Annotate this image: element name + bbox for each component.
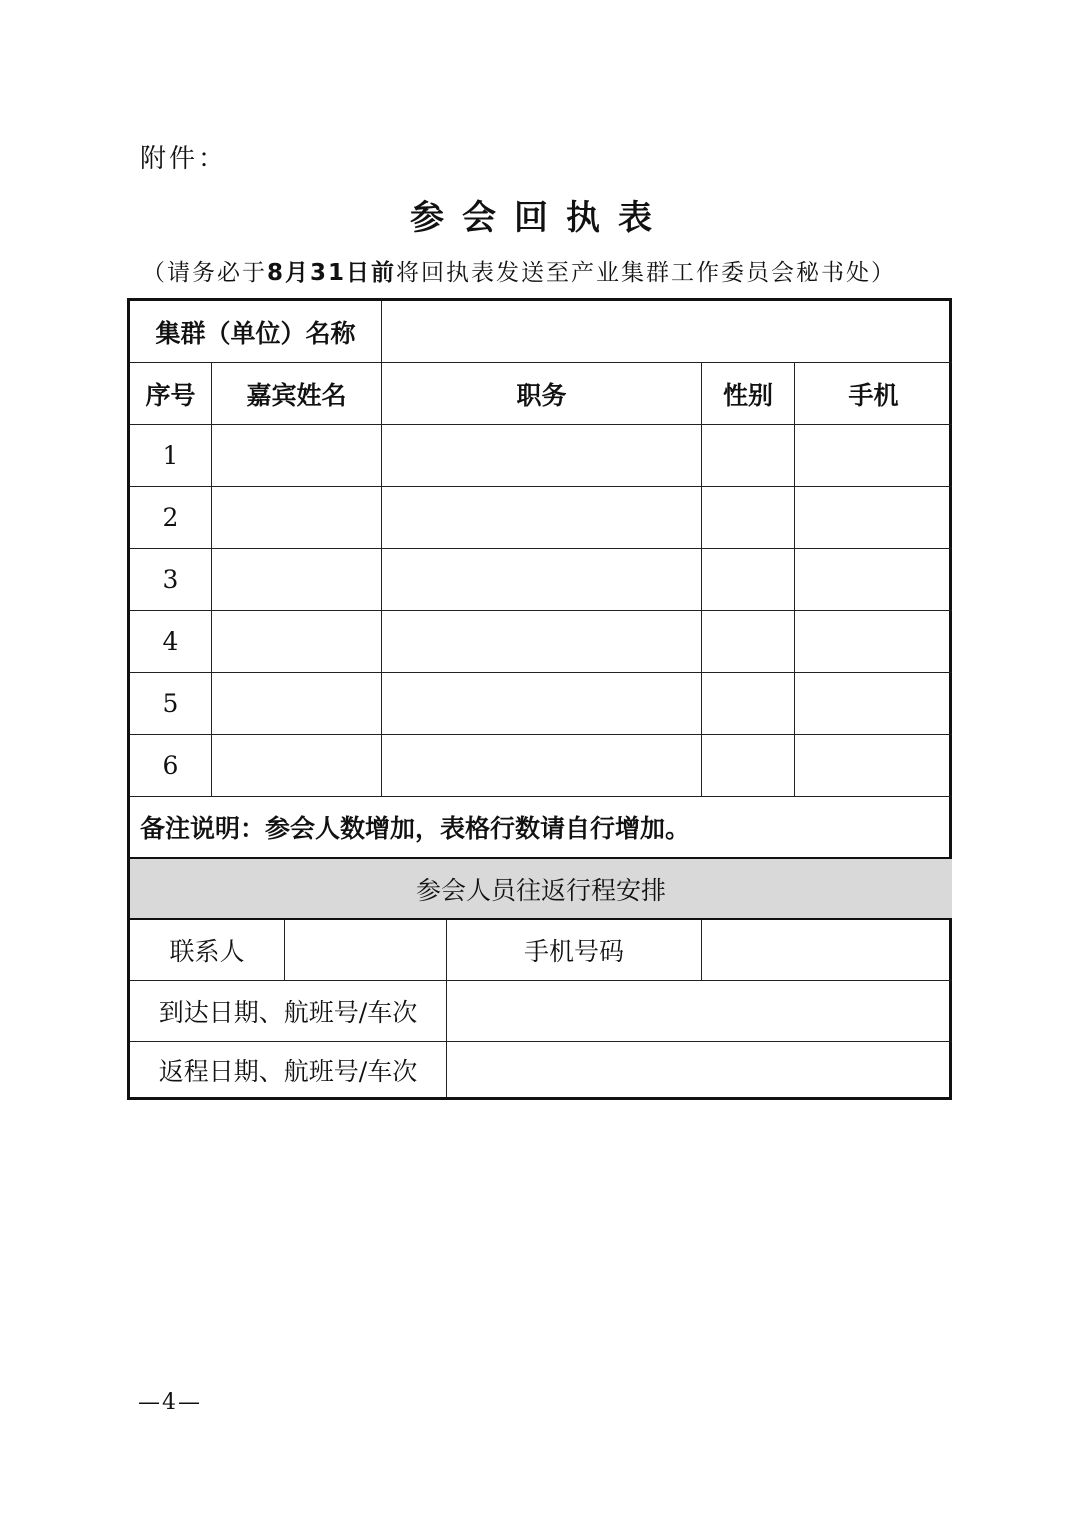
contact-label: 联系人 [130, 920, 285, 981]
header-gender: 性别 [702, 363, 795, 425]
row-1-position[interactable] [382, 425, 702, 487]
row-2-gender[interactable] [702, 487, 795, 549]
row-1-no: 1 [130, 425, 212, 487]
row-5-phone[interactable] [795, 673, 952, 735]
remark-note: 备注说明：参会人数增加，表格行数请自行增加。 [130, 797, 952, 859]
row-4-position[interactable] [382, 611, 702, 673]
row-6-gender[interactable] [702, 735, 795, 797]
row-4-name[interactable] [212, 611, 382, 673]
row-1-name[interactable] [212, 425, 382, 487]
arrival-field[interactable] [447, 981, 952, 1042]
row-2-name[interactable] [212, 487, 382, 549]
row-5-position[interactable] [382, 673, 702, 735]
row-2-phone[interactable] [795, 487, 952, 549]
note-prefix: （请务必于 [142, 260, 267, 286]
row-5-name[interactable] [212, 673, 382, 735]
row-2-no: 2 [130, 487, 212, 549]
row-5-no: 5 [130, 673, 212, 735]
unit-name-label: 集群（单位）名称 [130, 301, 382, 363]
row-2-position[interactable] [382, 487, 702, 549]
row-4-no: 4 [130, 611, 212, 673]
row-3-name[interactable] [212, 549, 382, 611]
mobile-label: 手机号码 [447, 920, 702, 981]
header-position: 职务 [382, 363, 702, 425]
receipt-form [127, 298, 952, 1100]
header-phone: 手机 [795, 363, 952, 425]
mobile-field[interactable] [702, 920, 952, 981]
note-suffix: 将回执表发送至产业集群工作委员会秘书处） [396, 260, 897, 286]
row-6-position[interactable] [382, 735, 702, 797]
note-deadline: 8月31日前 [267, 260, 397, 286]
row-4-gender[interactable] [702, 611, 795, 673]
row-4-phone[interactable] [795, 611, 952, 673]
return-field[interactable] [447, 1042, 952, 1097]
contact-field[interactable] [285, 920, 447, 981]
row-6-phone[interactable] [795, 735, 952, 797]
header-guest-name: 嘉宾姓名 [212, 363, 382, 425]
header-no: 序号 [130, 363, 212, 425]
row-1-phone[interactable] [795, 425, 952, 487]
row-5-gender[interactable] [702, 673, 795, 735]
arrival-label: 到达日期、航班号/车次 [130, 981, 447, 1042]
page-number: —4— [138, 1390, 202, 1415]
row-3-gender[interactable] [702, 549, 795, 611]
travel-section-header: 参会人员往返行程安排 [130, 859, 952, 920]
row-3-phone[interactable] [795, 549, 952, 611]
row-3-position[interactable] [382, 549, 702, 611]
row-6-no: 6 [130, 735, 212, 797]
attachment-label: 附件： [140, 144, 228, 174]
return-label: 返程日期、航班号/车次 [130, 1042, 447, 1097]
unit-name-field[interactable] [382, 301, 952, 363]
row-1-gender[interactable] [702, 425, 795, 487]
page-title: 参会回执表 [410, 198, 670, 238]
row-3-no: 3 [130, 549, 212, 611]
submission-note [142, 254, 896, 287]
row-6-name[interactable] [212, 735, 382, 797]
